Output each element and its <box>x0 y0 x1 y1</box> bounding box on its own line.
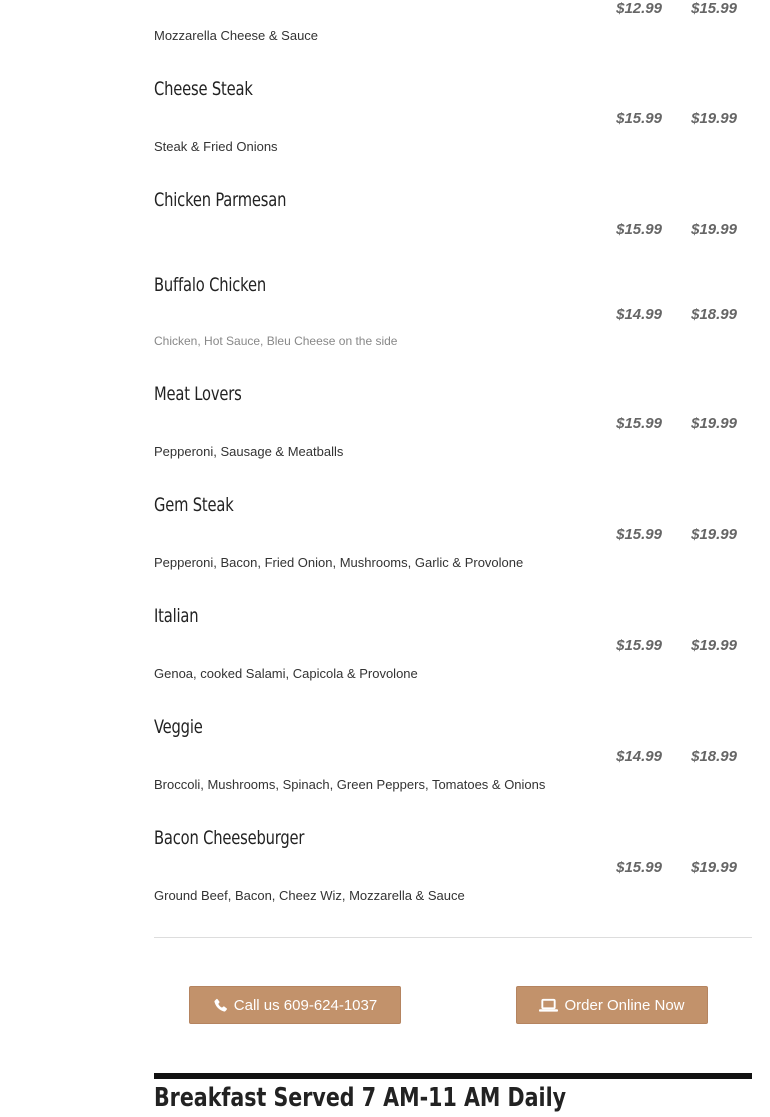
item-description: Pepperoni, Sausage & Meatballs <box>154 444 344 459</box>
price-small: $15.99 <box>616 859 662 876</box>
section-title: Breakfast Served 7 AM-11 AM Daily <box>154 1083 567 1113</box>
order-button-label: Order Online Now <box>564 996 685 1014</box>
item-description: Mozzarella Cheese & Sauce <box>154 28 319 43</box>
price-large: $19.99 <box>691 221 737 238</box>
price-large: $19.99 <box>691 859 737 876</box>
call-button[interactable] <box>189 986 401 1024</box>
item-name: Buffalo Chicken <box>154 274 266 296</box>
item-name: Bacon Cheeseburger <box>154 827 305 849</box>
item-description: Chicken, Hot Sauce, Bleu Cheese on the side <box>154 334 398 348</box>
item-description: Pepperoni, Bacon, Fried Onion, Mushrooms, Garlic & Provolone <box>154 555 524 570</box>
price-small: $14.99 <box>616 306 662 323</box>
price-large: $19.99 <box>691 110 737 127</box>
item-name: Chicken Parmesan <box>154 189 287 211</box>
price-small: $15.99 <box>616 526 662 543</box>
price-small: $15.99 <box>616 637 662 654</box>
section-rule <box>154 1073 752 1079</box>
price-small: $15.99 <box>616 415 662 432</box>
price-small: $15.99 <box>616 221 662 238</box>
price-large: $19.99 <box>691 637 737 654</box>
item-name: Italian <box>154 605 199 627</box>
price-small: $12.99 <box>616 0 662 17</box>
laptop-icon <box>539 998 558 1013</box>
price-large: $15.99 <box>691 0 737 17</box>
item-description: Genoa, cooked Salami, Capicola & Provolone <box>154 666 418 681</box>
price-small: $14.99 <box>616 748 662 765</box>
item-name: Meat Lovers <box>154 383 242 405</box>
item-description: Broccoli, Mushrooms, Spinach, Green Peppers, Tomatoes & Onions <box>154 777 546 792</box>
item-name: Veggie <box>154 716 203 738</box>
order-online-button[interactable] <box>516 986 708 1024</box>
price-small: $15.99 <box>616 110 662 127</box>
item-description: Steak & Fried Onions <box>154 139 278 154</box>
item-name: Cheese Steak <box>154 78 253 100</box>
price-large: $19.99 <box>691 526 737 543</box>
item-name: Gem Steak <box>154 494 234 516</box>
call-button-label: Call us 609-624-1037 <box>233 996 378 1014</box>
menu-divider <box>154 937 752 938</box>
price-large: $19.99 <box>691 415 737 432</box>
price-large: $18.99 <box>691 306 737 323</box>
phone-icon <box>213 998 228 1013</box>
item-description: Ground Beef, Bacon, Cheez Wiz, Mozzarella & Sauce <box>154 888 465 903</box>
price-large: $18.99 <box>691 748 737 765</box>
